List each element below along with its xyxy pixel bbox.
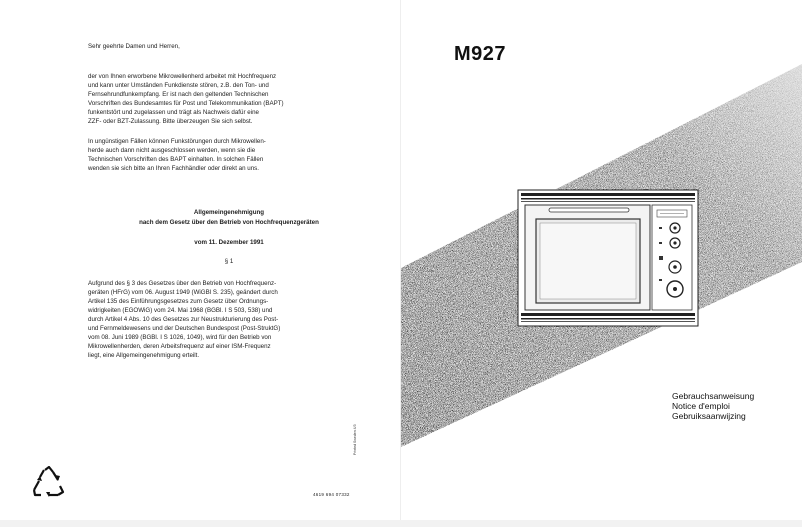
para3-line: Aufgrund des § 3 des Gesetzes über den Betrieb von Hochfrequenz-	[88, 280, 277, 287]
para1-line: funkentstört und zugelassen und trägt als Nachweis dafür eine	[88, 109, 259, 116]
para2-line: In ungünstigen Fällen können Funkstörungen durch Mikrowellen-	[88, 138, 266, 145]
section-mark: § 1	[224, 258, 234, 265]
manual-titles	[672, 391, 754, 421]
para3-line: Artikel 135 des Einführungsgesetzes zum Gesetz über Ordnungs-	[88, 298, 269, 305]
printed-note: Printed Sweden 4/3	[353, 424, 357, 455]
para3-line: widrigkeiten (EGOWiG) vom 24. Mai 1968 (BGBl. I S 503, 538) und	[88, 307, 273, 314]
title-french: Notice d'emploi	[672, 401, 730, 411]
article-number: 4619 694 07332	[313, 492, 350, 497]
para1-line: Fernsehrundfunkempfang. Er ist nach den geltenden Technischen	[88, 91, 269, 98]
model-number: M927	[454, 43, 507, 65]
para3-line: Mikrowellenherden, deren Arbeitsfrequenz auf einer ISM-Frequenz	[88, 343, 271, 350]
para3-line: und Fernmeldewesens und der Deutschen Bundespost (Post-StruktG)	[88, 325, 281, 332]
para3-line: geräten (HFrG) vom 06. August 1949 (WiGBl S. 235), geändert durch	[88, 289, 278, 296]
recycle-icon	[32, 466, 66, 498]
heading-law: nach dem Gesetz über den Betrieb von Hochfrequenzgeräten	[139, 219, 319, 226]
title-german: Gebrauchsanweisung	[672, 391, 755, 401]
para2-line: Technischen Vorschriften des BAPT einhalten. In solchen Fällen	[88, 156, 264, 163]
heading-general-permit: Allgemeingenehmigung	[193, 209, 265, 216]
para2-line: herde auch dann nicht ausgeschlossen werden, wenn sie die	[88, 147, 256, 154]
para3-line: vom 08. Juni 1989 (BGBl. I S 1026, 1049), wird für den Betrieb von	[88, 334, 272, 341]
para1-line: Vorschriften des Bundesamtes für Post und Telekommunikation (BAPT)	[88, 100, 284, 107]
heading-date: vom 11. Dezember 1991	[194, 239, 264, 246]
para3-line: liegt, eine Allgemeingenehmigung erteilt.	[88, 352, 200, 359]
cover-artwork	[401, 0, 802, 520]
para2-line: wenden sie sich bitte an Ihren Fachhändler oder direkt an uns.	[88, 165, 259, 172]
salutation: Sehr geehrte Damen und Herren,	[88, 43, 180, 50]
bottom-strip	[0, 520, 802, 527]
microwave-illustration	[518, 190, 698, 326]
title-dutch: Gebruiksaanwijzing	[672, 411, 746, 421]
para1-line: und kann unter Umständen Funkdienste stören, z.B. den Ton- und	[88, 82, 269, 89]
para1-line: ZZF- oder BZT-Zulassung. Bitte überzeugen Sie sich selbst.	[88, 118, 253, 125]
para3-line: durch Artikel 4 Abs. 10 des Gesetzes zur Neustrukturierung des Post-	[88, 316, 279, 323]
para1-line: der von Ihnen erworbene Mikrowellenherd arbeitet mit Hochfrequenz	[88, 73, 277, 80]
